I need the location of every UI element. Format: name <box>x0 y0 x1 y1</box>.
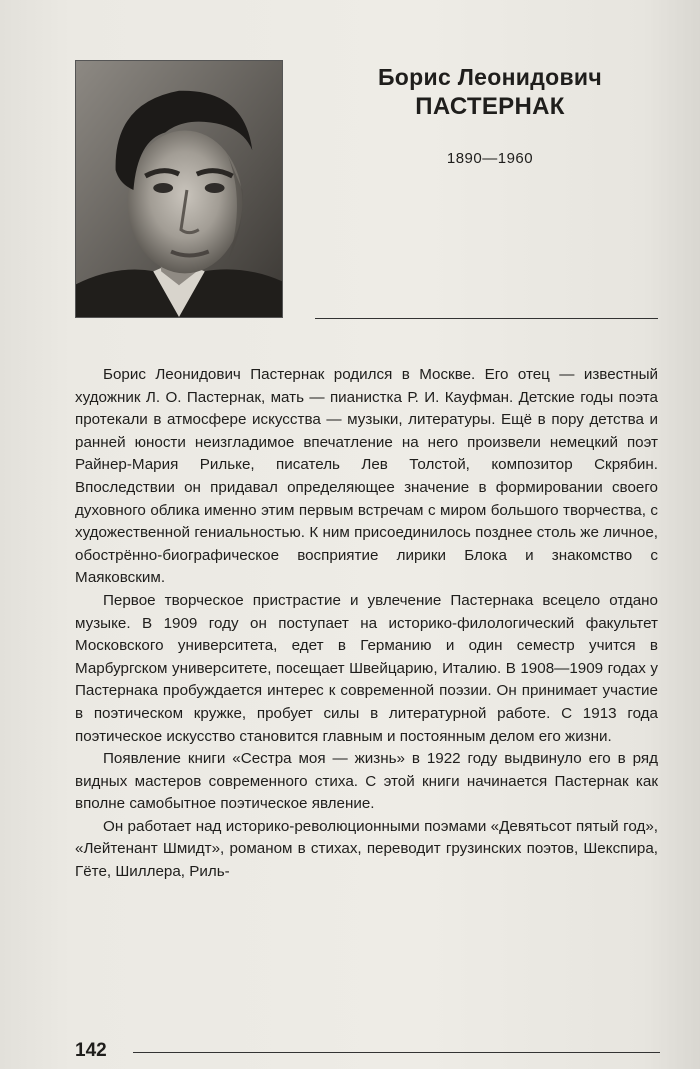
paragraph: Появление книги «Сестра моя — жизнь» в 1922 году выдвинуло его в ряд видных мастеров современного стиха. С этой книги начинается Пастернак как вполне самобытное поэтическое явление. <box>75 750 658 813</box>
author-portrait <box>75 60 283 318</box>
author-surname: ПАСТЕРНАК <box>415 93 565 120</box>
footer-rule <box>133 1052 660 1053</box>
page-footer <box>75 1040 660 1064</box>
portrait-image <box>76 61 282 317</box>
biography-text <box>75 364 658 884</box>
paragraph: Он работает над историко-революционными поэмами «Девятьсот пятый год», «Лейтенант Шмидт», романом в стихах, переводит грузинских поэтов, Шекспира, Гёте, Шиллера, Риль- <box>75 817 658 881</box>
paragraph: Борис Леонидович Пастернак родился в Москве. Его отец — известный художник Л. О. Пастернак, мать — пианистка Р. И. Кауфман. Детские годы поэта протекали в атмосфере искусства — музыки, литературы. Ещё в пору детства и ранней юности неизгладимое впечатление на него произвели немецкий поэт Райнер-Мария Рильке, писатель Лев Толстой, композитор Скрябин. Впоследствии он придавал определяющее значение в формировании своего духовного облика именно этим первым встречам с миром большого творчества, с художественной гениальностью. К ним присоединилось позднее столь же личное, обострённо-биографическое восприятие лирики Блока и знакомство с Маяковским. <box>75 366 658 587</box>
author-name <box>320 62 660 122</box>
author-first-names: Борис Леонидович <box>377 64 603 90</box>
author-years: 1890—1960 <box>446 150 534 167</box>
page-number: 142 <box>75 1040 107 1061</box>
header-divider <box>315 318 658 319</box>
paragraph: Первое творческое пристрастие и увлечение Пастернака всецело отдано музыке. В 1909 году он поступает на историко-филологический факультет Московского университета, едет в Германию и один семестр учится в Марбургском университете, посещает Швейцарию, Италию. В 1908—1909 годах у Пастернака пробуждается интерес к современной поэзии. Он принимает участие в поэтическом кружке, пробует силы в литературной работе. С 1913 года поэтическое искусство становится главным и постоянным делом его жизни. <box>75 591 658 745</box>
